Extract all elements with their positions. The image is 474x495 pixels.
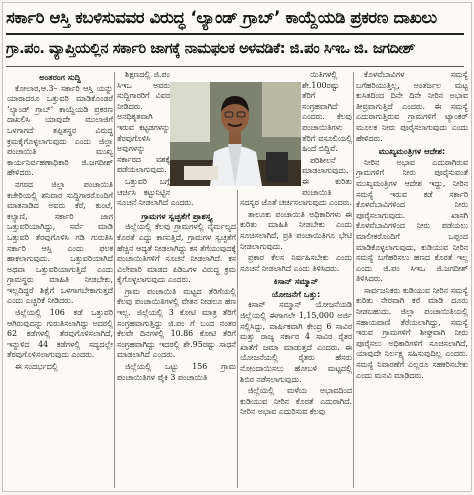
subheadline: ಗ್ರಾ.ಪಂ. ವ್ಯಾಪ್ತಿಯಲ್ಲಿನ ಸರ್ಕಾರಿ ಜಾಗಕ್ಕೆ ನಾಮಫಲಕ ಅಳವಡಿಕೆ: ಜಿ.ಪಂ ಸಿಇಒ ಜಿ. ಜಗದೀಶ್ (6, 41, 415, 57)
official-photo (170, 82, 301, 186)
article-paragraph: ಒತ್ತುವರಿ ಬಗ್ಗೆ ಚರ್ಚಿಸಿ ಕಟ್ಟುನಿಟ್ಟಿನ ಸೂಚನೆ ನೀಡಲಾಗಿದೆ ಎಂದರು. (117, 176, 194, 208)
article-paragraph: ಕಿಸಾನ್ ಸಮ್ಮಾನ್ ಯೋಜನೆಯಡಿ ಜಿಲ್ಲೆಯಲ್ಲಿ ಈಗಾಗಲೇ 1,15,000 ಅರ್ಜಿ ಸಲ್ಲಿಸಿದ್ದು, ವಾರ್ಷಿಕವಾಗಿ ಕೇಂದ್ರ 6 ಸಾವಿರ ಮತ್ತು ರಾಜ್ಯ ಸರ್ಕಾರ 4 ಸಾವಿರ ರೈತರ ಖಾತೆಗೆ ಜಮಾ ಮಾಡುತ್ತದೆ ಎಂದರು. ಈ ಯೋಜನೆಯಲ್ಲಿ ರೈತರು ಹೆಸರು ನೋಂದಾಯಿಸಲು ಹೋಬಳಿ ಮಟ್ಟದಲ್ಲಿ ಶಿಬಿರ ನಡೆಸಲಾಗುವುದು. (240, 300, 352, 384)
article-paragraph: ತಾಲೂಕು ಪಂಚಾಯಿತಿ ಅಧಿಕಾರಿಗಳು ಈ ಕುರಿತು ಮಾಹಿತಿ ನೀಡಬೇಕು ಎಂದು ಸೂಚಿಸಲಾಗಿದೆ, ಪ್ರತಿ ಪಂಚಾಯಿತಿಗೂ ಭೇಟಿ ನೀಡಲಾಗುವುದು. (240, 209, 352, 251)
article-paragraph: ಕೊಳವೆಬಾವಿಗಳ ಸಮಸ್ಯೆ ಬಗೆಹರಿಯುತ್ತಿಲ್ಲ, ಅಂತರ್ಜಲ ಮಟ್ಟ ಕುಸಿತದಿಂದ ದಿನೇ ದಿನೇ ನೀರಿನ ಅಭಾವ ತೀವ್ರವಾಗುತ್ತಿದೆ ಎಂದರು. ಈ ಸಮಸ್ಯೆ ಎದುರಾಗುತ್ತಿರುವ ಗ್ರಾಮಗಳಿಗೆ ಟ್ಯಾಂಕರ್ ಮೂಲಕ ನೀರು ಪೂರೈಸಲಾಗುವುದು ಎಂದು ಹೇಳಿದರು. (356, 70, 468, 143)
article-paragraph: ಜಿಲ್ಲೆಯಲ್ಲಿ ಒಟ್ಟು 156 ಗ್ರಾಮ ಪಂಚಾಯಿತಿಗಳ ಪೈಕಿ 3 ಪಂಚಾಯಿತಿ (117, 362, 236, 382)
article-paragraph: ನಗರದ ಜಿಲ್ಲಾ ಪಂಚಾಯಿತಿ ಕಚೇರಿಯಲ್ಲಿ ಶನಿವಾರ ಸುದ್ದಿಗಾರರೊಂದಿಗೆ ಮಾತನಾಡಿದ ಅವರು ಕೆರೆ, ಕುಂಟೆ, ಕಲ್ಯಾಣಿ, ಸರ್ಕಾರಿ ಜಾಗ ಒತ್ತುವರಿಯಾಗಿದ್ದು, ಸರ್ವೆ ಮಾಡಿ ಒತ್ತುವರಿ ತೆರವುಗೊಳಿಸಿ ಗಡಿ ಗುರುತಿಸಿ ಸರ್ಕಾರಿ ಆಸ್ತಿ ಎಂದು ಫಲಕ ಹಾಕಲಾಗುವುದು. ಒತ್ತುವರಿಯಾಗಿದೆ ಅಥವಾ ಒತ್ತುವರಿಯಾಗುತ್ತಿದೆ ಎಂದು ಗ್ರಾಮಸ್ಥರು ಮಾಹಿತಿ ನೀಡಬೇಕು, ಇಲ್ಲದಿದ್ದರೆ ಶಿಕ್ಷೆಗೆ ಒಳಗಾಗಬೇಕಾಗುತ್ತದೆ ಎಂದು ಎಚ್ಚರಿಕೆ ನೀಡಿದರು. (7, 179, 113, 306)
section-subheading: ಕಿಸಾನ್ ಸಮ್ಮಾನ್ (273, 276, 319, 287)
article-paragraph: ನೀರಿನ ಅಭಾವ ಎದುರಾಗಿರುವ ಗ್ರಾಮಗಳಿಗೆ ನೀರು ಪೂರೈಸುವಂತೆ ಮುಖ್ಯಮಂತ್ರಿಗಳ ಆದೇಶ ಇದ್ದು, ನೀರಿನ ಸಮಸ್ಯೆ ಇರುವ ಕಡೆ ಸರ್ಕಾರಿ ಕೊಳವೆಬಾವಿಗಳಿಂದ ನೀರು ಪೂರೈಸಲಾಗುವುದು. ಖಾಸಗಿ ಕೊಳವೆಬಾವಿಗಳಿಂದ ನೀರು ಪಡೆಯಲು ಮಾಲೀಕರೊಂದಿಗೆ ಒಪ್ಪಂದ ಮಾಡಿಕೊಳ್ಳಲಾಗುವುದು, ಕುಡಿಯುವ ನೀರಿನ ಸಮಸ್ಯೆ ಬಗೆಹರಿಸಲು ಹಣದ ಕೊರತೆ ಇಲ್ಲ ಎಂದು ಜಿ.ಪಂ ಸಿಇಒ ಜಿ.ಜಗದೀಶ್ ತಿಳಿಸಿದರು. (356, 157, 468, 284)
section-subheading: ಅಂತರಂಗ ಸುದ್ದಿ (39, 72, 81, 82)
section-subheading: ಮುಖ್ಯಮಂತ್ರಿಗಳ ಆದೇಶ: (378, 146, 446, 157)
article-paragraph: ಯಿತಿಗಳಲ್ಲಿ ಶೇ.100ರಷ್ಟು ತೆರಿಗೆ ಸಂಗ್ರಹವಾಗಿದೆ ಎಂದರು. ಕೆಲವು ಪಂಚಾಯಿತಿಗಳು ತೆರಿಗೆ ವಸೂಲಿಯಲ್ಲಿ ಹಿಂದೆ ಬಿದ್ದಿವೆ. (302, 70, 352, 154)
subheadline-rule (6, 66, 464, 67)
article-column-1 (7, 70, 113, 490)
article-paragraph: ಪರಿಶೀಲನೆ ಮಾಡಲಾಗುವುದು. ಈ ಕುರಿತು ಪಂಚಾಯಿತಿ ಸದಸ್ಯರ ಜೊತೆ ಚರ್ಚಿಸಲಾಗುವುದು ಎಂದರು. (240, 155, 352, 208)
column-divider (237, 190, 238, 488)
column-divider (353, 72, 354, 488)
article-paragraph: ಶಿಕ್ಷಣದಲ್ಲಿ ಜಿ.ಪಂ ಸಿಇಒ ಅವರು ಸುದ್ದಿಗಾರರಿಗೆ ವಿವರ ನೀಡಿದರು. ಅನಧಿಕೃತವಾಗಿ ಇರುವ ಕಟ್ಟಡಗಳನ್ನು ತೆರವುಗೊಳಿಸಿ ಅವುಗಳನ್ನು ಸರ್ಕಾರದ ವಶಕ್ಕೆ ಪಡೆಯಲಾಗುವುದು. (117, 70, 170, 175)
section-subheading: ಗ್ರಾಮಗಳ ಸ್ವಚ್ಛತೆಗೆ ಪ್ರಾಶಸ್ತ್ಯ (141, 210, 212, 221)
article-paragraph: ಗ್ರಾಮ ಪಂಚಾಯಿತಿ ಮಟ್ಟದ ತೆರಿಗೆಯಲ್ಲಿ ಕೆಲವು ಪಂಚಾಯಿತಿಗಳಲ್ಲಿ ವೇತನ ನೀಡಲೂ ಹಣ ಇಲ್ಲ. ಜಿಲ್ಲೆಯಲ್ಲಿ 3 ಕೋಟಿ ಮಾತ್ರ ತೆರಿಗೆ ಸಂಗ್ರಹವಾಗುತ್ತಿದ್ದು ಜಿ.ಪಂ ಗೆ ಬಂದ ನಂತರ ಕೆಲವೇ ದಿನಗಳಲ್ಲಿ 10.86 ಕೋಟಿ ತೆರಿಗೆ ಸಂಗ್ರಹವಾಗಿದ್ದು ಇದರಲ್ಲಿ ಶೇ.95ರಷ್ಟು ಸಾಧನೆ ಮಾಡಲಾಗಿದೆ ಎಂದರು. (117, 286, 236, 360)
person-portrait-image (170, 82, 301, 186)
headline: ಸರ್ಕಾರಿ ಆಸ್ತಿ ಕಬಳಿಸುವವರ ವಿರುದ್ಧ ‘ಲ್ಯಾಂಡ್ ಗ್ರಾಬ್’ ಕಾಯ್ದೆಯಡಿ ಪ್ರಕರಣ ದಾಖಲು (6, 8, 437, 27)
column-divider (114, 72, 115, 488)
article-paragraph: ಜಿಲ್ಲೆಯಲ್ಲಿ ಕೆಲವು ಗ್ರಾಮಗಳಲ್ಲಿ ನೈರ್ಮಲ್ಯದ ಕೊರತೆ ಎದ್ದು ಕಾಣುತ್ತಿದೆ, ಗ್ರಾಮಗಳ ಸ್ವಚ್ಛತೆಗೆ ಹೆಚ್ಚಿನ ಆದ್ಯತೆ ನೀಡಲಾಗಿದ್ದು ಕಸ ತೆಗೆಯುವುದಕ್ಕೆ ಪಂಚಾಯಿತಿಗಳಿಗೆ ಸೂಚನೆ ನೀಡಲಾಗಿದೆ. ಕಸ ವಿಲೇವಾರಿ ಮಾಡದ ಪಿಡಿಒಗಳ ವಿರುದ್ಧ ಕ್ರಮ ಕೈಗೊಳ್ಳಲಾಗುವುದು ಎಂದರು. (117, 222, 236, 285)
article-paragraph: ಈ ಸಂದರ್ಭದಲ್ಲಿ (15, 362, 58, 372)
article-paragraph: ಪ್ರಕಾರ ಕೆಲಸ ನಿರ್ವಹಿಸಬೇಕು ಎಂದು ಸೂಚನೆ ನೀಡಲಾಗಿದೆ ಎಂದು ತಿಳಿಸಿದರು. (240, 253, 352, 273)
article-column-4 (356, 70, 468, 490)
section-subheading: ಯೋಜನೆಗೆ ಒತ್ತು: (271, 288, 321, 299)
article-paragraph: ಕೋಲಾರ,ಆ.3– ಸರ್ಕಾರಿ ಆಸ್ತಿ ಯನ್ನು ಯಾರಾದರೂ ಒತ್ತುವರಿ ಮಾಡಿಕೊಂಡರೆ ‘ಲ್ಯಾಂಡ್ ಗ್ರಾಬ್’ ಕಾಯ್ದೆಯಡಿ ಪ್ರಕರಣ ದಾಖಲಿಸಿ ಯಾವುದೇ ಮುಲಾಜಿಗೆ ಒಳಗಾಗದೆ ತಪ್ಪಿತಸ್ಥರ ವಿರುದ್ಧ ಕ್ರಮಕೈಗೊಳ್ಳಲಾಗುವುದು ಎಂದು ಜಿಲ್ಲಾ ಪಂಚಾಯಿತಿ ಮುಖ್ಯ ಕಾರ್ಯನಿರ್ವಹಣಾಧಿಕಾರಿ ಜಿ.ಜಗದೀಶ್ ಹೇಳಿದರು. (7, 83, 113, 178)
article-paragraph: ಜಿಲ್ಲೆಯಲ್ಲಿ 106 ಕಡೆ ಒತ್ತುವರಿ ಆಗಿರುವುದನ್ನು ಗುರುತಿಸಲಾಗಿದ್ದು ಅದರಲ್ಲಿ 62 ಕಡೆಗಳಲ್ಲಿ ತೆರವುಗೊಳಿಸಲಾಗಿದೆ, ಇನ್ನುಳಿದ 44 ಕಡೆಗಳಲ್ಲಿ ಸದ್ಯದಲ್ಲೇ ತೆರವುಗೊಳಿಸಲಾಗುವುದು ಎಂದರು. (7, 308, 113, 360)
article-paragraph: ಜಿಲ್ಲೆಯಲ್ಲಿ ಮಳೆಯ ಅಭಾವದಿಂದ ಕುಡಿಯುವ ನೀರಿನ ಕೊರತೆ ಎದುರಾಗಿದೆ. ನೀರಿನ ಅಭಾವ ಎದುರಿಸುವ ಕೆಲವು (240, 386, 352, 417)
article-paragraph: ಸಾರ್ವಜನಿಕರು ಕುಡಿಯುವ ನೀರಿನ ಸಮಸ್ಯೆ ಕುರಿತು ನೇರವಾಗಿ ಕರೆ ಮಾಡಿ ದೂರು ನೀಡಬಹುದು. ಜಿಲ್ಲಾ ಪಂಚಾಯಿತಿಯಲ್ಲಿ ಸಹಾಯವಾಣಿ ತೆರೆಯಲಾಗಿದ್ದು, ಸಮಸ್ಯೆ ಇರುವ ಗ್ರಾಮಗಳಿಗೆ ಶೀಘ್ರವಾಗಿ ನೀರು ಪೂರೈಸಲು ಅಧಿಕಾರಿಗಳಿಗೆ ಸೂಚಿಸಲಾಗಿದೆ, ಯಾವುದೇ ನಿರ್ಲಕ್ಷ್ಯ ಸಹಿಸುವುದಿಲ್ಲ ಎಂದರು. ಸಮಸ್ಯೆ ನಿವಾರಣೆಗೆ ಎಲ್ಲರೂ ಸಹಕರಿಸಬೇಕು ಎಂದು ಮನವಿ ಮಾಡಿದರು. (356, 285, 468, 380)
